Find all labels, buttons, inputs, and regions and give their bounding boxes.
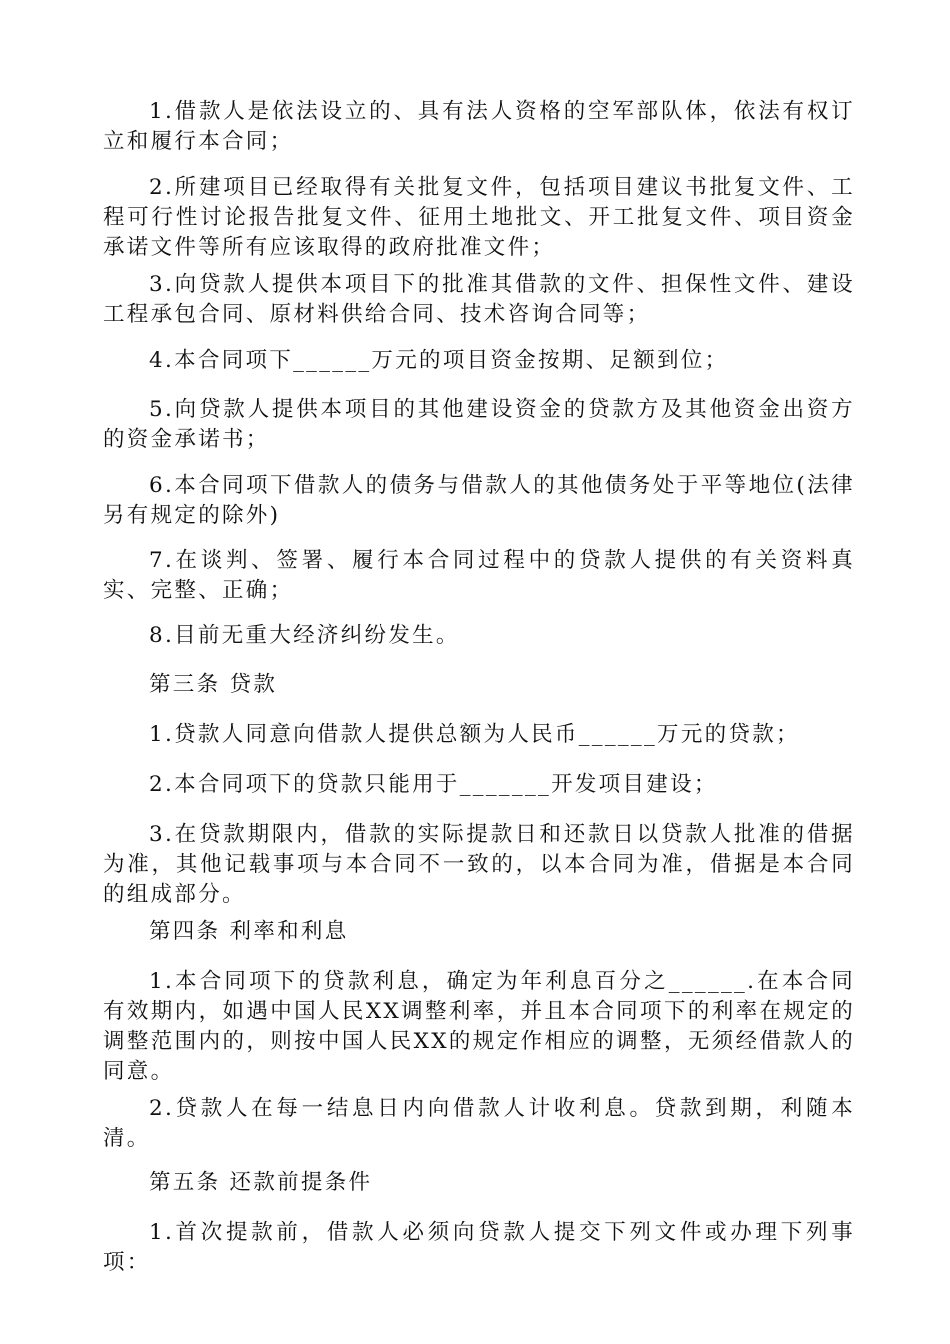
clause-paragraph: 1.借款人是依法设立的、具有法人资格的空军部队体，依法有权订立和履行本合同； [103,99,855,154]
article-heading: 第三条 贷款 [149,672,278,697]
article-heading: 第四条 利率和利息 [149,919,349,944]
clause-paragraph: 2.本合同项下的贷款只能用于_______开发项目建设； [149,772,718,797]
clause-paragraph: 5.向贷款人提供本项目的其他建设资金的贷款方及其他资金出资方的资金承诺书； [103,397,855,452]
clause-paragraph: 1.首次提款前，借款人必须向贷款人提交下列文件或办理下列事项： [103,1220,855,1275]
clause-paragraph: 2.所建项目已经取得有关批复文件，包括项目建议书批复文件、工程可行性讨论报告批复文件、征用土地批文、开工批复文件、项目资金承诺文件等所有应该取得的政府批准文件； [103,175,855,260]
clause-paragraph: 1.贷款人同意向借款人提供总额为人民币______万元的贷款； [149,722,800,747]
clause-paragraph: 3.向贷款人提供本项目下的批准其借款的文件、担保性文件、建设工程承包合同、原材料供给合同、技术咨询合同等； [103,272,855,327]
clause-paragraph: 4.本合同项下______万元的项目资金按期、足额到位； [149,348,729,373]
article-heading: 第五条 还款前提条件 [149,1170,373,1195]
clause-paragraph: 6.本合同项下借款人的债务与借款人的其他债务处于平等地位(法律另有规定的除外) [103,473,855,528]
clause-paragraph: 7.在谈判、签署、履行本合同过程中的贷款人提供的有关资料真实、完整、正确； [103,548,855,603]
clause-paragraph: 1.本合同项下的贷款利息，确定为年利息百分之______.在本合同有效期内，如遇中国人民XX调整利率，并且本合同项下的利率在规定的调整范围内的，则按中国人民XX的规定作相应的调整，无须经借款人的同意。 [103,969,855,1084]
clause-paragraph: 2.贷款人在每一结息日内向借款人计收利息。贷款到期，利随本清。 [103,1096,855,1151]
clause-paragraph: 8.目前无重大经济纠纷发生。 [149,623,460,648]
clause-paragraph: 3.在贷款期限内，借款的实际提款日和还款日以贷款人批准的借据为准，其他记载事项与本合同不一致的，以本合同为准，借据是本合同的组成部分。 [103,822,855,907]
